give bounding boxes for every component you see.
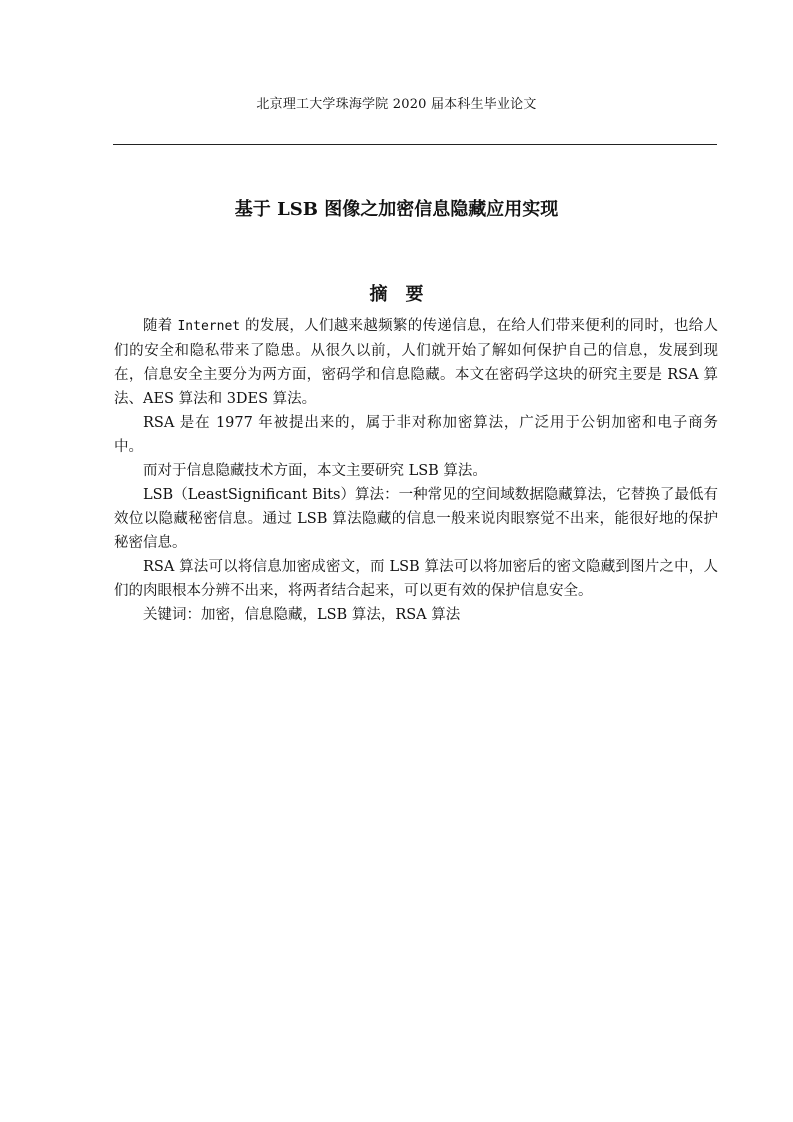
abstract-heading: 摘要 [369, 284, 442, 305]
internet-term: Internet [177, 319, 241, 334]
abstract-paragraph-3: 而对于信息隐藏技术方面，本文主要研究 LSB 算法。 [143, 463, 487, 479]
abstract-paragraph-2: RSA 是在 1977 年被提出来的，属于非对称加密算法，广泛用于公钥加密和电子商务中。 [114, 415, 718, 455]
page-header: 北京理工大学珠海学院 2020 届本科生毕业论文 [256, 97, 537, 112]
header-divider [113, 144, 717, 145]
abstract-body [114, 314, 718, 627]
abstract-paragraph-4: LSB（LeastSignificant Bits）算法：一种常见的空间域数据隐藏算法，它替换了最低有效位以隐藏秘密信息。通过 LSB 算法隐藏的信息一般来说肉眼察觉不出来，能很好地的保护秘密信息。 [114, 487, 718, 551]
abstract-paragraph-5: RSA 算法可以将信息加密成密文，而 LSB 算法可以将加密后的密文隐藏到图片之中，人们的肉眼根本分辨不出来，将两者结合起来，可以更有效的保护信息安全。 [114, 559, 718, 599]
thesis-title: 基于 LSB 图像之加密信息隐藏应用实现 [234, 199, 559, 220]
keywords-line: 关键词：加密，信息隐藏，LSB 算法，RSA 算法 [143, 607, 461, 623]
abstract-paragraph-1 [114, 314, 718, 411]
paragraph-text: 随着 [143, 318, 178, 334]
paragraph-text: 的发展，人们越来越频繁的传递信息，在给人们带来便利的同时，也给人们的安全和隐私带来了隐患。从很久以前，人们就开始了解如何保护自己的信息，发展到现在，信息安全主要分为两方面，密码学和信息隐藏。本文在密码学这块的研究主要是 RSA 算法、AES 算法和 3DES 算法。 [114, 318, 719, 407]
